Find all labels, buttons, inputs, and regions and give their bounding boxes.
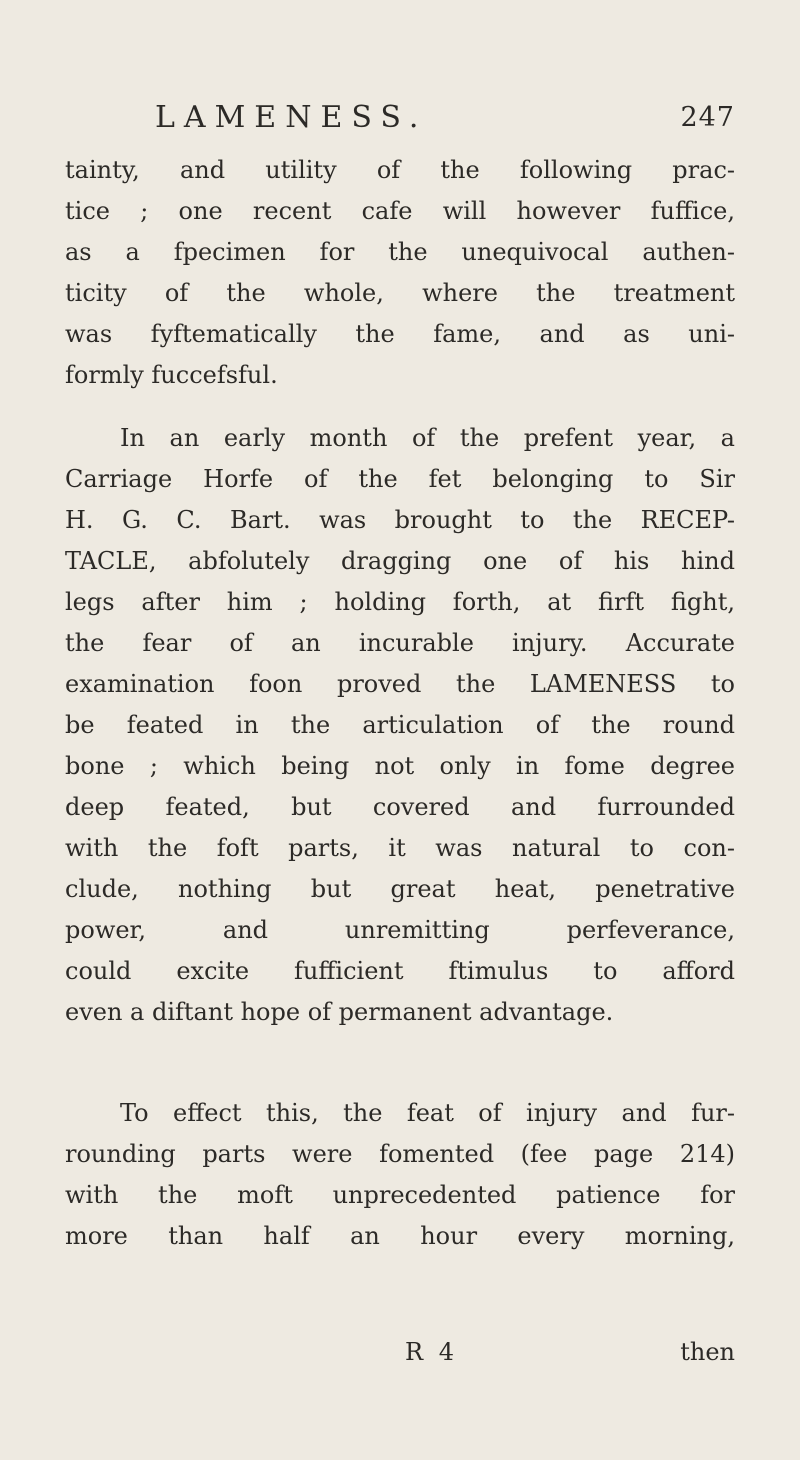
text-line: tainty, and utility of the following prac- [65,156,735,184]
paragraph-1 [65,150,735,396]
text-line: was fyftematically the fame, and as uni- [65,320,735,348]
paragraph-3 [65,1093,735,1257]
text-line: rounding parts were fomented (fee page 214) [65,1140,735,1168]
text-line: H. G. C. Bart. was brought to the RECEP- [65,506,735,534]
text-line: even a diftant hope of permanent advantage. [65,998,614,1026]
running-title: LAMENESS. [155,100,428,135]
text-line: ticity of the whole, where the treatment [65,279,735,307]
text-line: tice ; one recent cafe will however fuffice, [65,197,735,225]
paragraph-2 [65,418,735,1033]
running-header [155,100,735,140]
text-line: formly fuccefsful. [65,361,278,389]
text-line: In an early month of the prefent year, a [120,424,735,452]
signature-mark: R 4 [405,1338,458,1366]
text-line: clude, nothing but great heat, penetrative [65,875,735,903]
text-line: To effect this, the feat of injury and fur- [120,1099,735,1127]
text-line: examination foon proved the LAMENESS to [65,670,735,698]
text-line: deep feated, but covered and furrounded [65,793,735,821]
page-footer [65,1338,735,1378]
text-line: with the moft unprecedented patience for [65,1181,735,1209]
text-line: TACLE, abfolutely dragging one of his hind [65,547,735,575]
text-line: more than half an hour every morning, [65,1222,735,1250]
text-line: legs after him ; holding forth, at firft fight, [65,588,735,616]
text-line: Carriage Horfe of the fet belonging to Sir [65,465,735,493]
text-line: as a fpecimen for the unequivocal authen- [65,238,735,266]
text-line: could excite fufficient ftimulus to afford [65,957,735,985]
text-line: bone ; which being not only in fome degree [65,752,735,780]
text-line: power, and unremitting perfeverance, [65,916,735,944]
text-line: with the foft parts, it was natural to con- [65,834,735,862]
text-line: be feated in the articulation of the round [65,711,735,739]
catchword: then [680,1338,735,1366]
text-line: the fear of an incurable injury. Accurate [65,629,735,657]
page-number: 247 [680,102,735,133]
